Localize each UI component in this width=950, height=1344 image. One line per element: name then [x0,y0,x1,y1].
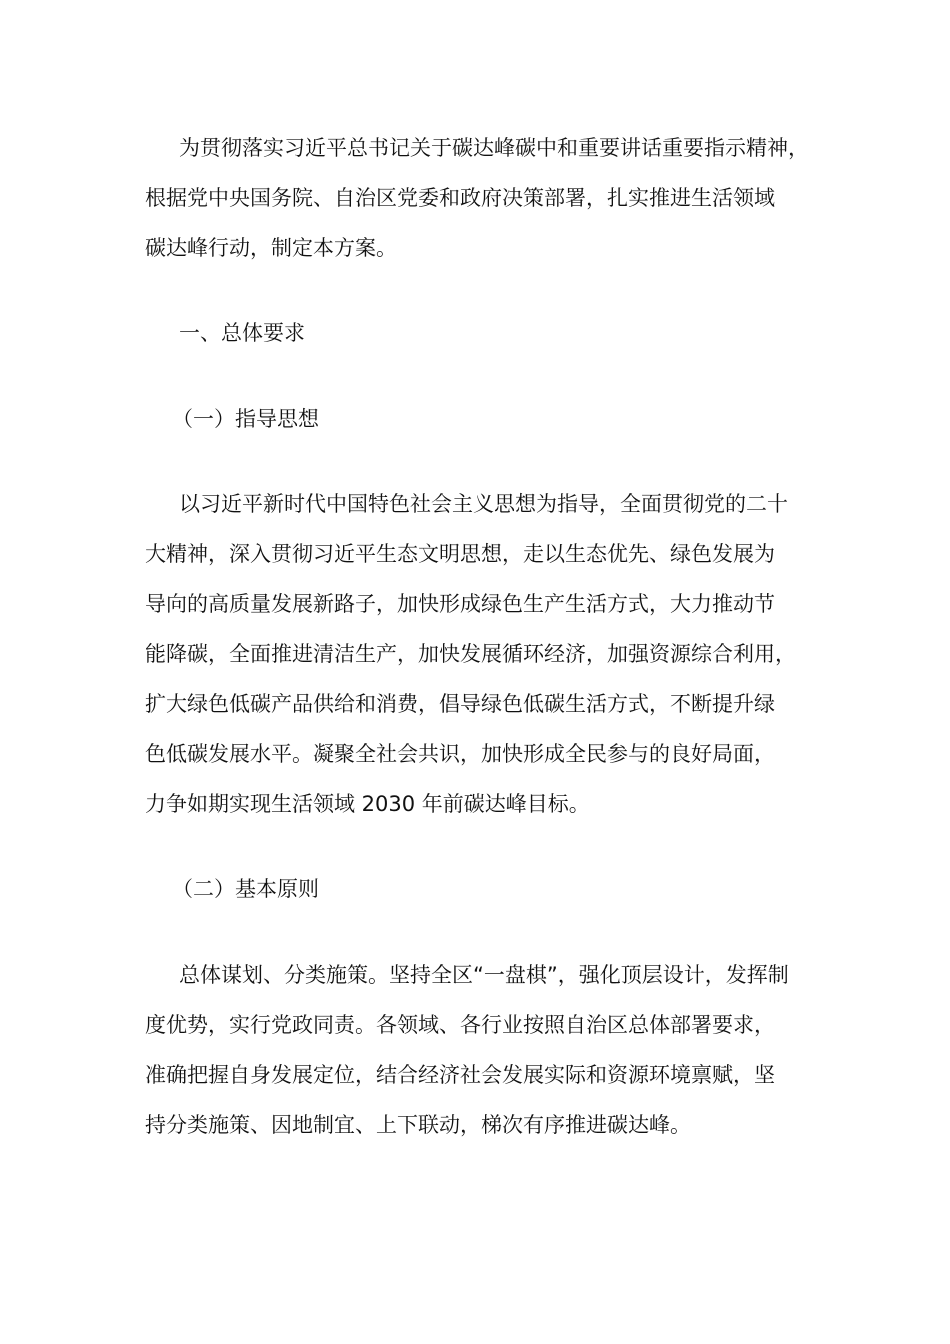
guiding-ideology-line-3: 导向的高质量发展新路子，加快形成绿色生产生活方式，大力推动节 [145,592,775,616]
guiding-ideology-line-7: 力争如期实现生活领域 2030 年前碳达峰目标。 [145,792,590,816]
basic-principles-line-3: 准确把握自身发展定位，结合经济社会发展实际和资源环境禀赋，坚 [145,1063,775,1087]
subsection-heading-basic-principles: （二）基本原则 [172,877,319,901]
guiding-ideology-line-2: 大精神，深入贯彻习近平生态文明思想，走以生态优先、绿色发展为 [145,542,775,566]
basic-principles-line-1: 总体谋划、分类施策。坚持全区“一盘棋”，强化顶层设计，发挥制 [179,963,789,987]
guiding-ideology-line-6: 色低碳发展水平。凝聚全社会共识，加快形成全民参与的良好局面， [145,742,775,766]
basic-principles-line-2: 度优势，实行党政同责。各领域、各行业按照自治区总体部署要求， [145,1013,775,1037]
basic-principles-paragraph [145,950,835,1150]
section-heading-overall-requirements: 一、总体要求 [179,321,305,345]
subsection-heading-guiding-ideology: （一）指导思想 [172,407,319,431]
basic-principles-line-4: 持分类施策、因地制宜、上下联动，梯次有序推进碳达峰。 [145,1113,691,1137]
intro-line-1: 为贯彻落实习近平总书记关于碳达峰碳中和重要讲话重要指示精神， [179,136,809,160]
guiding-ideology-line-1: 以习近平新时代中国特色社会主义思想为指导，全面贯彻党的二十 [179,492,788,516]
guiding-ideology-paragraph [145,479,835,829]
guiding-ideology-line-5: 扩大绿色低碳产品供给和消费，倡导绿色低碳生活方式，不断提升绿 [145,692,775,716]
intro-line-3: 碳达峰行动，制定本方案。 [145,236,397,260]
guiding-ideology-line-4: 能降碳，全面推进清洁生产，加快发展循环经济，加强资源综合利用， [145,642,796,666]
intro-line-2: 根据党中央国务院、自治区党委和政府决策部署，扎实推进生活领域 [145,186,775,210]
intro-paragraph [145,123,835,273]
